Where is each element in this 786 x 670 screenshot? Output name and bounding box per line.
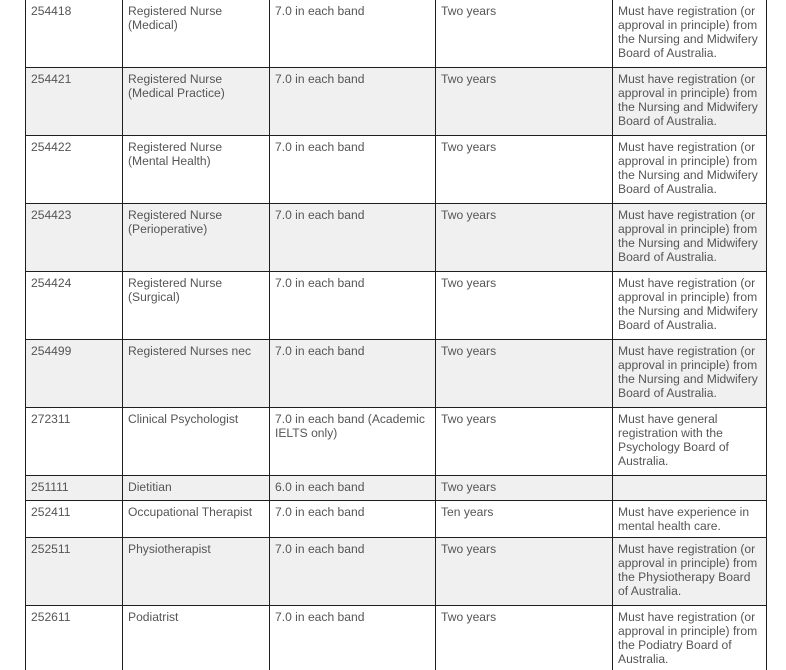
english-requirement-cell: 7.0 in each band [270,204,436,272]
occupation-code-cell: 252511 [26,538,123,606]
experience-cell: Two years [436,476,613,501]
experience-cell: Ten years [436,501,613,538]
occupation-requirements-table [25,0,767,670]
occupation-name-cell: Clinical Psychologist [123,408,270,476]
table-row [26,136,767,204]
experience-cell: Two years [436,136,613,204]
table-row [26,408,767,476]
experience-cell: Two years [436,204,613,272]
occupation-code-cell: 272311 [26,408,123,476]
experience-cell: Two years [436,408,613,476]
experience-cell: Two years [436,272,613,340]
table-row [26,68,767,136]
table-row [26,0,767,68]
registration-cell: Must have registration (or approval in principle) from the Nursing and Midwifery Board of Australia. [613,68,767,136]
table-row [26,204,767,272]
english-requirement-cell: 7.0 in each band [270,136,436,204]
table-row [26,501,767,538]
occupation-code-cell: 252611 [26,606,123,670]
registration-cell: Must have registration (or approval in principle) from the Nursing and Midwifery Board of Australia. [613,0,767,68]
occupation-code-cell: 254424 [26,272,123,340]
occupation-code-cell: 254422 [26,136,123,204]
occupation-name-cell: Registered Nurse (Medical) [123,0,270,68]
table-row [26,272,767,340]
occupation-name-cell: Registered Nurses nec [123,340,270,408]
table-row [26,340,767,408]
registration-cell [613,476,767,501]
english-requirement-cell: 7.0 in each band (Academic IELTS only) [270,408,436,476]
occupation-name-cell: Occupational Therapist [123,501,270,538]
english-requirement-cell: 6.0 in each band [270,476,436,501]
occupation-code-cell: 251111 [26,476,123,501]
table-row [26,476,767,501]
registration-cell: Must have registration (or approval in principle) from the Nursing and Midwifery Board of Australia. [613,136,767,204]
occupation-name-cell: Dietitian [123,476,270,501]
english-requirement-cell: 7.0 in each band [270,68,436,136]
experience-cell: Two years [436,606,613,670]
occupation-name-cell: Registered Nurse (Medical Practice) [123,68,270,136]
registration-cell: Must have registration (or approval in principle) from the Podiatry Board of Australia. [613,606,767,670]
occupation-name-cell: Registered Nurse (Mental Health) [123,136,270,204]
registration-cell: Must have experience in mental health care. [613,501,767,538]
occupation-code-cell: 254421 [26,68,123,136]
occupation-code-cell: 254499 [26,340,123,408]
occupation-code-cell: 254418 [26,0,123,68]
english-requirement-cell: 7.0 in each band [270,0,436,68]
occupation-name-cell: Registered Nurse (Surgical) [123,272,270,340]
english-requirement-cell: 7.0 in each band [270,538,436,606]
registration-cell: Must have registration (or approval in principle) from the Physiotherapy Board of Australia. [613,538,767,606]
occupation-name-cell: Podiatrist [123,606,270,670]
occupation-code-cell: 254423 [26,204,123,272]
registration-cell: Must have registration (or approval in principle) from the Nursing and Midwifery Board of Australia. [613,340,767,408]
experience-cell: Two years [436,0,613,68]
registration-cell: Must have general registration with the Psychology Board of Australia. [613,408,767,476]
occupation-code-cell: 252411 [26,501,123,538]
registration-cell: Must have registration (or approval in principle) from the Nursing and Midwifery Board of Australia. [613,204,767,272]
occupation-name-cell: Physiotherapist [123,538,270,606]
english-requirement-cell: 7.0 in each band [270,340,436,408]
english-requirement-cell: 7.0 in each band [270,501,436,538]
experience-cell: Two years [436,68,613,136]
table-row [26,538,767,606]
experience-cell: Two years [436,538,613,606]
registration-cell: Must have registration (or approval in principle) from the Nursing and Midwifery Board of Australia. [613,272,767,340]
table-row [26,606,767,670]
english-requirement-cell: 7.0 in each band [270,272,436,340]
experience-cell: Two years [436,340,613,408]
occupation-name-cell: Registered Nurse (Perioperative) [123,204,270,272]
english-requirement-cell: 7.0 in each band [270,606,436,670]
